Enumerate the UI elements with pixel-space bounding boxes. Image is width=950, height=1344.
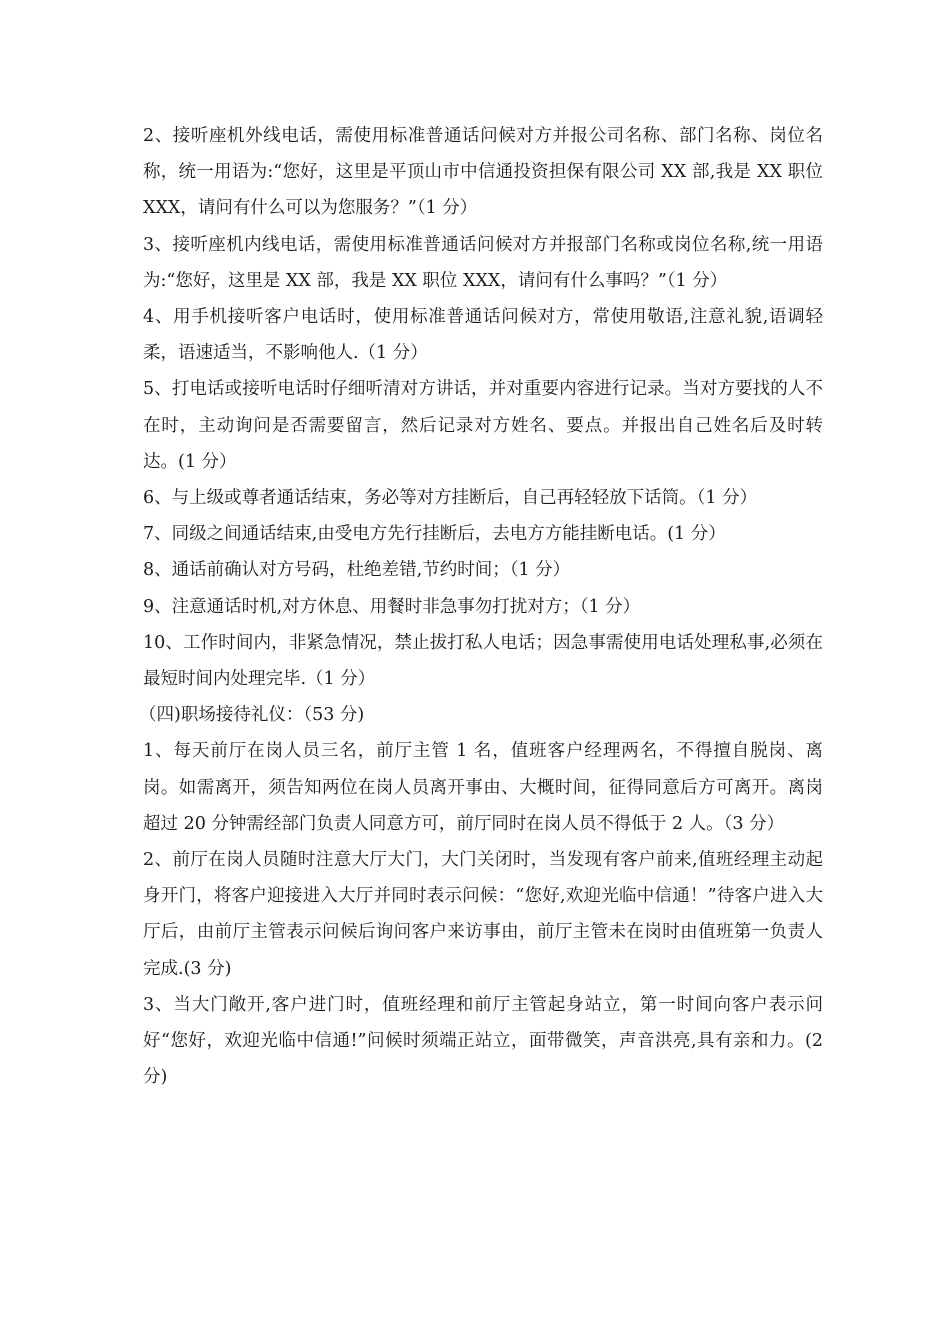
paragraph-item-5: 5、打电话或接听电话时仔细听清对方讲话，并对重要内容进行记录。当对方要找的人不在时，主动询问是否需要留言，然后记录对方姓名、要点。并报出自己姓名后及时转达。(1 分） — [143, 379, 823, 472]
document-body — [139, 118, 823, 1095]
paragraph-item-7: 7、同级之间通话结束,由受电方先行挂断后，去电方方能挂断电话。(1 分） — [143, 524, 726, 545]
paragraph-item-6: 6、与上级或尊者通话结束，务必等对方挂断后，自己再轻轻放下话筒。（1 分） — [143, 488, 758, 509]
reception-item-1: 1、每天前厅在岗人员三名，前厅主管 1 名，值班客户经理两名，不得擅自脱岗、离岗。如需离开，须告知两位在岗人员离开事由、大概时间，征得同意后方可离开。离岗超过 20 分钟需经部门负责人同意方可，前厅同时在岗人员不得低于 2 人。（3 分） — [143, 741, 823, 834]
section-heading: （四)职场接待礼仪：（53 分) — [139, 705, 365, 726]
reception-item-2: 2、前厅在岗人员随时注意大厅大门，大门关闭时，当发现有客户前来,值班经理主动起身开门，将客户迎接进入大厅并同时表示问候：“您好,欢迎光临中信通！”待客户进入大厅后，由前厅主管表示问候后询问客户来访事由，前厅主管未在岗时由值班第一负责人完成.(3 分) — [143, 850, 823, 979]
paragraph-item-4: 4、用手机接听客户电话时，使用标准普通话问候对方，常使用敬语,注意礼貌,语调轻柔，语速适当，不影响他人.（1 分） — [143, 307, 823, 364]
reception-item-3: 3、当大门敞开,客户进门时，值班经理和前厅主管起身站立，第一时间向客户表示问好“您好，欢迎光临中信通!”问候时须端正站立，面带微笑，声音洪亮,具有亲和力。(2 分) — [143, 994, 823, 1088]
paragraph-item-3: 3、接听座机内线电话，需使用标准普通话问候对方并报部门名称或岗位名称,统一用语为:“您好，这里是 XX 部，我是 XX 职位 XXX，请问有什么事吗？”（1 分） — [143, 234, 823, 291]
paragraph-item-10: 10、工作时间内，非紧急情况，禁止拔打私人电话；因急事需使用电话处理私事,必须在最短时间内处理完毕.（1 分） — [143, 632, 823, 690]
paragraph-item-8: 8、通话前确认对方号码，杜绝差错,节约时间；（1 分） — [143, 560, 571, 581]
paragraph-item-2: 2、接听座机外线电话，需使用标准普通话问候对方并报公司名称、部门名称、岗位名称，统一用语为:“您好，这里是平顶山市中信通投资担保有限公司 XX 部,我是 XX 职位 XXX，请问有什么可以为您服务？”（1 分） — [143, 126, 823, 219]
paragraph-item-9: 9、注意通话时机,对方休息、用餐时非急事勿打扰对方；（1 分） — [143, 596, 641, 617]
